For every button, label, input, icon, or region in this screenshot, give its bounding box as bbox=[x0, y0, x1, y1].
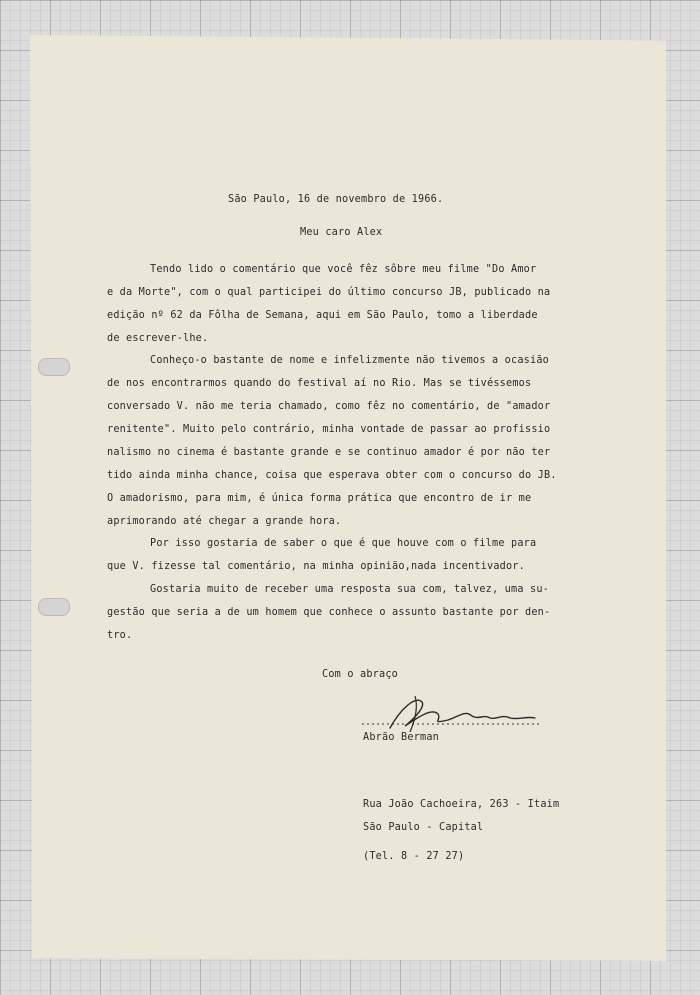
p4-line-1: Gostaria muito de receber uma resposta sua com, talvez, uma su- bbox=[150, 584, 550, 595]
p2-line-4: renitente". Muito pelo contrário, minha vontade de passar ao profissio bbox=[107, 424, 551, 435]
punch-hole-top bbox=[38, 358, 70, 376]
address-line-2: São Paulo - Capital bbox=[363, 822, 484, 833]
p2-line-1: Conheço-o bastante de nome e infelizmente não tivemos a ocasião bbox=[150, 355, 550, 366]
address-phone: (Tel. 8 - 27 27) bbox=[363, 851, 465, 862]
p4-line-2: gestão que seria a de um homem que conhece o assunto bastante por den- bbox=[107, 607, 551, 618]
p2-line-5: nalismo no cinema é bastante grande e se continuo amador é por não ter bbox=[107, 447, 551, 458]
p2-line-6: tido ainda minha chance, coisa que esperava obter com o concurso do JB. bbox=[107, 470, 557, 481]
p1-line-2: e da Morte", com o qual participei do último concurso JB, publicado na bbox=[107, 287, 551, 298]
p3-line-2: que V. fizesse tal comentário, na minha opinião,nada incentivador. bbox=[107, 561, 526, 572]
p2-line-7: O amadorismo, para mim, é única forma prática que encontro de ir me bbox=[107, 493, 532, 504]
p3-line-1: Por isso gostaria de saber o que é que houve com o filme para bbox=[150, 538, 537, 549]
closing: Com o abraço bbox=[322, 669, 399, 680]
p1-line-4: de escrever-lhe. bbox=[107, 333, 209, 344]
p2-line-3: conversado V. não me teria chamado, como fêz no comentário, de "amador bbox=[107, 401, 551, 412]
p1-line-1: Tendo lido o comentário que você fêz sôbre meu filme "Do Amor bbox=[150, 264, 537, 275]
p4-line-3: tro. bbox=[107, 630, 133, 641]
p2-line-2: de nos encontrarmos quando do festival aí no Rio. Mas se tivéssemos bbox=[107, 378, 532, 389]
p1-line-3: edição nº 62 da Fôlha de Semana, aqui em São Paulo, tomo a liberdade bbox=[107, 310, 538, 321]
date-line: São Paulo, 16 de novembro de 1966. bbox=[228, 194, 444, 205]
address-line-1: Rua João Cachoeira, 263 - Itaim bbox=[363, 799, 560, 810]
punch-hole-bottom bbox=[38, 598, 70, 616]
signature-name: Abrão Berman bbox=[363, 732, 440, 743]
p2-line-8: aprimorando até chegar a grande hora. bbox=[107, 516, 342, 527]
salutation: Meu caro Alex bbox=[300, 227, 383, 238]
